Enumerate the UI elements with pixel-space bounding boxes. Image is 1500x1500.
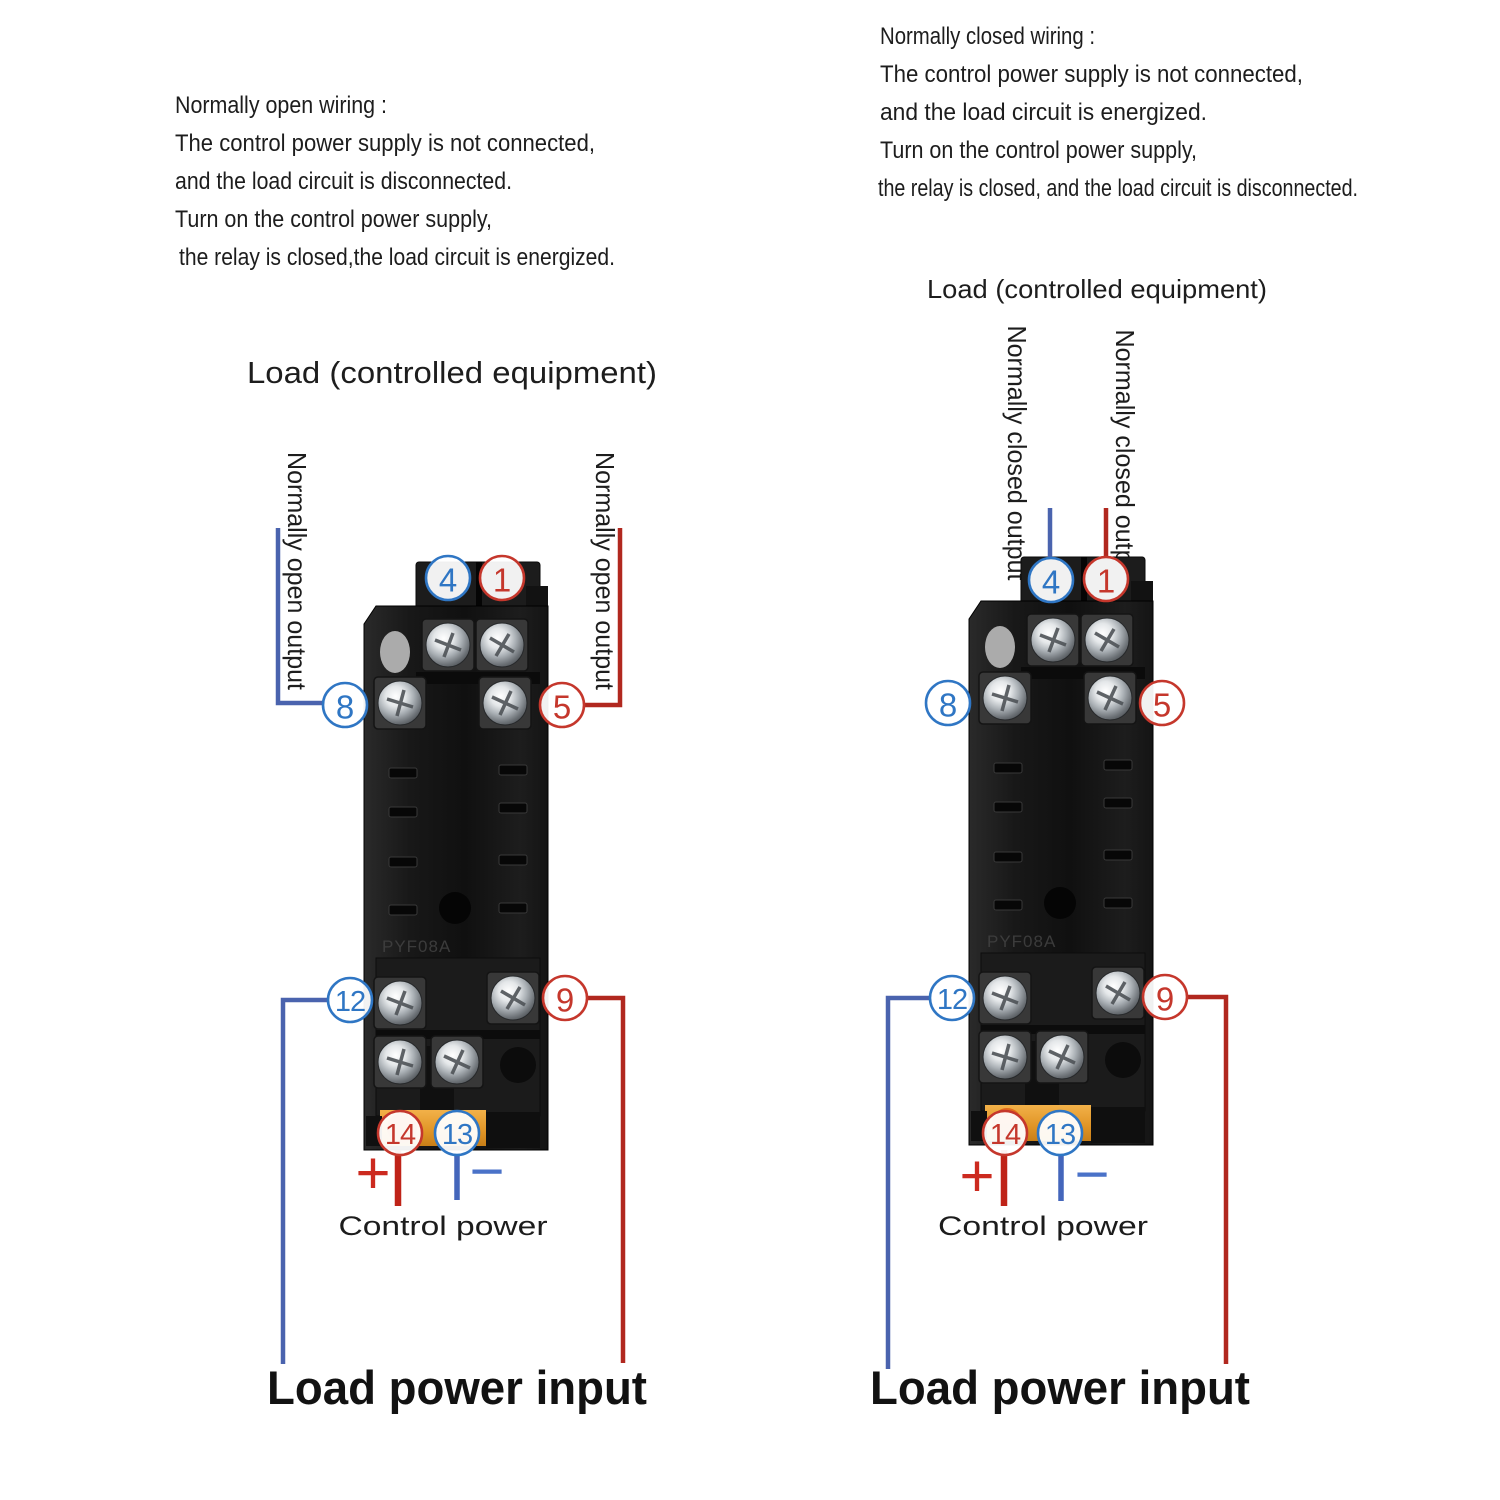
load-title: Load (controlled equipment) — [247, 355, 657, 390]
screw-terminal-13 — [1036, 1031, 1088, 1083]
note-line: The control power supply is not connected, — [175, 130, 595, 157]
terminal-badge-9 — [1143, 975, 1187, 1019]
socket-molded-label: PYF08A — [382, 937, 452, 956]
pin-slot — [499, 765, 527, 775]
terminal-badge-4 — [1029, 558, 1073, 602]
terminal-badge-4 — [426, 556, 470, 600]
svg-text:14: 14 — [384, 1119, 416, 1151]
note-line: Normally open wiring : — [175, 92, 387, 119]
load-power-input-label: Load power input — [267, 1361, 648, 1414]
pin-slot — [499, 855, 527, 865]
note-line: the relay is closed, and the load circuit is disconnected. — [878, 175, 1358, 202]
socket-center-hole — [439, 892, 471, 924]
terminal-badge-1 — [480, 556, 524, 600]
terminal-badge-1 — [1084, 557, 1128, 601]
note-line: and the load circuit is disconnected. — [175, 168, 512, 195]
socket-molded-label: PYF08A — [987, 932, 1057, 951]
note-line: and the load circuit is energized. — [880, 99, 1207, 126]
socket-tab — [1091, 1107, 1145, 1143]
svg-text:4: 4 — [1041, 563, 1061, 601]
socket-mount-hole — [985, 626, 1015, 668]
screw-terminal-5 — [1084, 672, 1136, 724]
svg-text:9: 9 — [1155, 980, 1175, 1018]
pin-slot — [389, 807, 417, 817]
output-label-right: Normally closed output — [1110, 329, 1140, 594]
terminal-badge-12 — [328, 978, 372, 1022]
socket-recess — [500, 1047, 536, 1083]
pin-slot — [1104, 798, 1132, 808]
pin-slot — [1104, 898, 1132, 908]
note-line: The control power supply is not connected, — [880, 61, 1303, 88]
note-line: Turn on the control power supply, — [880, 137, 1197, 164]
relay-socket — [364, 562, 548, 1150]
terminal-badge-12 — [930, 976, 974, 1020]
pin-slot — [389, 857, 417, 867]
terminal-badge-8 — [926, 681, 970, 725]
screw-terminal-4 — [1027, 614, 1079, 666]
svg-text:8: 8 — [335, 688, 355, 726]
svg-text:1: 1 — [492, 561, 512, 599]
screw-terminal-1 — [476, 619, 528, 671]
socket-mount-hole — [380, 631, 410, 673]
load-title: Load (controlled equipment) — [927, 274, 1267, 304]
socket-recess — [1105, 1042, 1141, 1078]
screw-terminal-14 — [374, 1036, 426, 1088]
screw-terminal-12 — [979, 972, 1031, 1024]
control-power-label: Control power — [938, 1211, 1149, 1241]
minus-symbol: − — [469, 1137, 505, 1205]
pin-slot — [389, 768, 417, 778]
screw-terminal-14 — [979, 1031, 1031, 1083]
output-label-left: Normally open output — [282, 452, 312, 700]
screw-terminal-8 — [374, 677, 426, 729]
minus-symbol: − — [1074, 1140, 1110, 1208]
control-power-label: Control power — [338, 1211, 548, 1241]
pin-slot — [1104, 850, 1132, 860]
pin-slot — [499, 903, 527, 913]
pin-slot — [994, 763, 1022, 773]
terminal-badge-9 — [543, 976, 587, 1020]
svg-text:14: 14 — [989, 1119, 1021, 1151]
svg-text:1: 1 — [1096, 562, 1116, 600]
screw-terminal-4 — [422, 619, 474, 671]
svg-text:8: 8 — [938, 686, 958, 724]
terminal-badge-5 — [1140, 681, 1184, 725]
screw-terminal-9 — [487, 972, 539, 1024]
terminal-badge-8 — [323, 683, 367, 727]
screw-terminal-12 — [374, 977, 426, 1029]
pin-slot — [994, 900, 1022, 910]
load-power-input-label: Load power input — [870, 1361, 1251, 1414]
svg-text:5: 5 — [1152, 686, 1172, 724]
svg-text:13: 13 — [441, 1119, 473, 1151]
pin-slot — [499, 803, 527, 813]
svg-text:13: 13 — [1044, 1119, 1076, 1151]
screw-terminal-13 — [431, 1036, 483, 1088]
svg-text:12: 12 — [936, 984, 968, 1016]
socket-center-hole — [1044, 887, 1076, 919]
pin-slot — [1104, 760, 1132, 770]
plus-symbol: + — [355, 1139, 391, 1207]
note-line: Normally closed wiring : — [880, 23, 1095, 50]
note-line: Turn on the control power supply, — [175, 206, 492, 233]
svg-text:9: 9 — [555, 981, 575, 1019]
pin-slot — [994, 852, 1022, 862]
screw-terminal-5 — [479, 677, 531, 729]
svg-text:4: 4 — [438, 561, 458, 599]
pin-slot — [994, 802, 1022, 812]
screw-terminal-8 — [979, 672, 1031, 724]
screw-terminal-1 — [1081, 614, 1133, 666]
svg-text:12: 12 — [334, 986, 366, 1018]
svg-text:5: 5 — [552, 688, 572, 726]
note-line: the relay is closed,the load circuit is energized. — [179, 244, 615, 271]
terminal-badge-5 — [540, 683, 584, 727]
output-label-right: Normally open output — [590, 452, 620, 700]
pin-slot — [389, 905, 417, 915]
relay-socket — [969, 557, 1153, 1145]
output-label-left: Normally closed output — [1002, 325, 1032, 590]
plus-symbol: + — [959, 1142, 995, 1210]
screw-terminal-9 — [1092, 967, 1144, 1019]
